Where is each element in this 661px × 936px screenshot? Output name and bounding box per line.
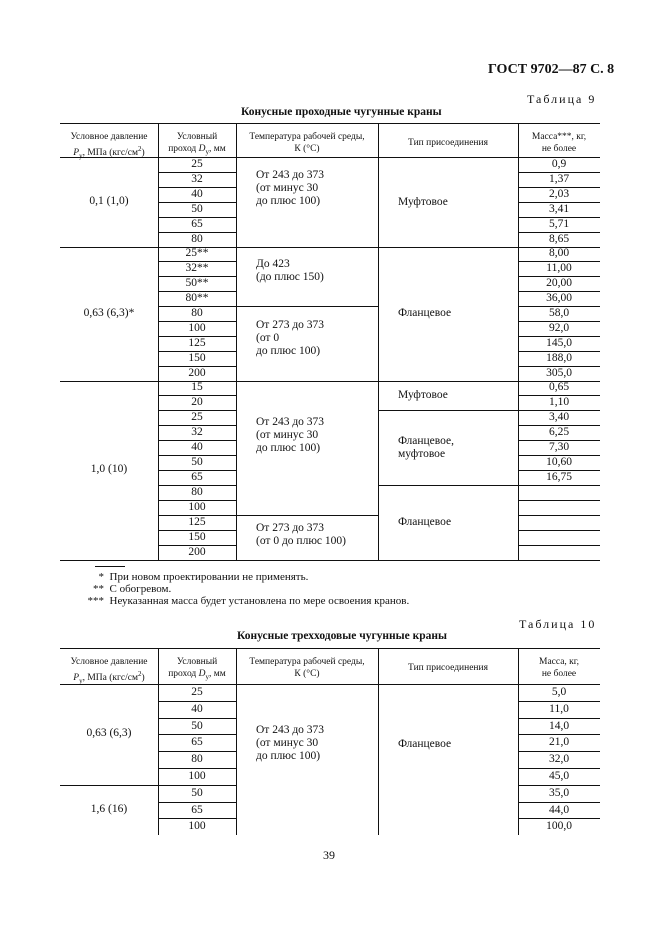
rule-line <box>518 785 600 786</box>
rule-line <box>518 818 600 819</box>
rule-line <box>158 751 236 752</box>
bore-value: 50 <box>191 786 203 799</box>
mass-value: 45,0 <box>548 770 570 782</box>
bore-value: 100 <box>188 501 206 513</box>
pressure-value: 0,1 (1,0) <box>89 195 129 207</box>
pressure-value: 1,0 (10) <box>90 463 128 475</box>
rule-line <box>518 751 600 752</box>
rule-line <box>518 768 600 769</box>
bore-value: 125 <box>188 337 206 349</box>
connection-type: Фланцевое <box>398 516 452 528</box>
bore-value: 100 <box>188 820 206 833</box>
mass-value: 305,0 <box>546 367 572 379</box>
rule-line <box>236 684 237 835</box>
bore-value: 80 <box>191 486 203 498</box>
connection-type: Фланцевое, муфтовое <box>398 434 454 460</box>
mass-value: 0,65 <box>548 381 570 393</box>
temperature-range: От 243 до 373 (от минус 30 до плюс 100) <box>256 724 325 762</box>
rule-line <box>158 802 236 803</box>
mass-value: 8,00 <box>548 247 570 259</box>
rule-line <box>158 785 236 786</box>
mass-value: 3,40 <box>548 411 570 423</box>
rule-line <box>158 123 159 157</box>
rule-line <box>518 157 519 247</box>
rule-line <box>518 485 600 486</box>
rule-line <box>378 246 379 381</box>
mass-value: 6,25 <box>548 426 570 438</box>
rule-line <box>518 530 600 531</box>
mass-value: 11,00 <box>546 262 572 274</box>
mass-value: 21,0 <box>548 736 570 749</box>
rule-line <box>60 123 600 124</box>
table-title: Конусные трехходовые чугунные краны <box>237 630 448 642</box>
pressure-value: 1,6 (16) <box>90 803 128 815</box>
column-header-mass: Масса***, кг, не более <box>531 132 587 154</box>
rule-line <box>158 734 236 735</box>
rule-line <box>158 718 236 719</box>
bore-value: 40 <box>191 702 203 715</box>
rule-line <box>158 818 236 819</box>
column-header-bore: Условный проход $D_у$, мм <box>168 657 226 681</box>
bore-value: 50 <box>191 456 203 468</box>
page-number: 39 <box>323 848 335 862</box>
bore-value: 80 <box>191 307 203 319</box>
footnote: ** С обогревом. <box>93 583 172 595</box>
rule-line <box>518 246 519 381</box>
mass-value: 16,75 <box>546 471 572 483</box>
temperature-range: До 423 (до плюс 150) <box>256 258 324 283</box>
rule-line <box>518 500 600 501</box>
rule-line <box>518 802 600 803</box>
mass-value: 0,9 <box>551 158 567 170</box>
rule-line <box>158 684 159 835</box>
rule-line <box>236 648 237 684</box>
bore-value: 100 <box>188 322 206 334</box>
bore-value: 100 <box>188 770 206 782</box>
rule-line <box>518 380 519 560</box>
connection-type: Фланцевое <box>398 738 452 750</box>
bore-value: 25 <box>191 411 203 423</box>
temperature-range: От 243 до 373 (от минус 30 до плюс 100) <box>256 169 325 207</box>
rule-line <box>236 306 378 307</box>
mass-value: 2,03 <box>548 188 570 200</box>
mass-value: 8,65 <box>548 233 570 245</box>
table-caption: Таблица 10 <box>519 617 597 631</box>
bore-value: 32** <box>185 262 209 274</box>
rule-line <box>378 648 379 684</box>
bore-value: 80** <box>185 292 209 304</box>
page-header: ГОСТ 9702—87 С. 8 <box>488 62 615 77</box>
rule-line <box>378 485 518 486</box>
rule-line <box>518 545 600 546</box>
mass-value: 1,10 <box>548 396 570 408</box>
bore-value: 25** <box>185 247 209 259</box>
rule-line <box>518 684 519 835</box>
rule-line <box>236 123 237 157</box>
bore-value: 40 <box>191 188 203 200</box>
column-header-bore: Условный проход $D_у$, мм <box>168 132 226 156</box>
rule-line <box>158 157 159 247</box>
temperature-range: От 273 до 373 (от 0 до плюс 100) <box>256 522 346 547</box>
column-header-temp: Температура рабочей среды, К (°С) <box>249 657 365 679</box>
rule-line <box>378 123 379 157</box>
rule-line <box>378 157 379 247</box>
mass-value: 5,71 <box>548 218 570 230</box>
mass-value: 35,0 <box>548 786 570 799</box>
bore-value: 32 <box>191 426 203 438</box>
rule-line <box>158 648 159 684</box>
mass-value: 7,30 <box>548 441 570 453</box>
mass-value: 92,0 <box>548 322 570 334</box>
bore-value: 50 <box>191 203 203 215</box>
connection-type: Муфтовое <box>398 195 448 208</box>
mass-value: 10,60 <box>546 456 572 468</box>
bore-value: 65 <box>191 218 203 230</box>
bore-value: 25 <box>191 686 203 698</box>
footnote: *** Неуказанная масса будет установлена по мере освоения кранов. <box>87 595 410 607</box>
bore-value: 80 <box>191 753 203 766</box>
bore-value: 50** <box>185 277 209 289</box>
bore-value: 65 <box>191 471 203 483</box>
rule-line <box>60 560 600 561</box>
rule-line <box>518 718 600 719</box>
rule-line <box>158 246 159 381</box>
mass-value: 145,0 <box>546 337 572 349</box>
bore-value: 150 <box>188 531 206 543</box>
mass-value: 1,37 <box>548 173 570 185</box>
column-header-temp: Температура рабочей среды, К (°С) <box>249 132 365 154</box>
bore-value: 40 <box>191 441 203 453</box>
connection-type: Фланцевое <box>398 307 452 319</box>
rule-line <box>518 701 600 702</box>
pressure-value: 0,63 (6,3)* <box>83 306 135 319</box>
mass-value: 36,00 <box>546 292 572 304</box>
pressure-value: 0,63 (6,3) <box>86 727 132 740</box>
rule-line <box>518 734 600 735</box>
mass-value: 3,41 <box>548 203 570 215</box>
mass-value: 32,0 <box>548 753 570 766</box>
column-header-mass: Масса, кг, не более <box>539 657 579 679</box>
bore-value: 200 <box>188 546 206 558</box>
bore-value: 125 <box>188 516 206 528</box>
column-header-pressure: Условное давление $P_у$, МПа $(кгс/см^2)$ <box>70 132 148 161</box>
bore-value: 65 <box>191 736 203 749</box>
bore-value: 15 <box>191 381 203 393</box>
rule-line <box>158 768 236 769</box>
bore-value: 50 <box>191 719 203 732</box>
column-header-connection: Тип присоединения <box>408 663 488 673</box>
rule-line <box>158 380 159 560</box>
rule-line <box>158 701 236 702</box>
mass-value: 100,0 <box>546 820 572 833</box>
rule-line <box>518 648 519 684</box>
footnote: * При новом проектировании не применять. <box>98 571 309 583</box>
bore-value: 200 <box>188 367 206 379</box>
bore-value: 32 <box>191 173 203 185</box>
bore-value: 25 <box>191 158 203 170</box>
rule-line <box>236 515 378 516</box>
column-header-pressure: Условное давление $P_у$, МПа $(кгс/см^2)$ <box>70 657 148 686</box>
rule-line <box>236 380 237 560</box>
connection-type: Муфтовое <box>398 388 448 401</box>
mass-value: 14,0 <box>548 719 570 732</box>
mass-value: 11,0 <box>549 702 569 715</box>
temperature-range: От 273 до 373 (от 0 до плюс 100) <box>256 319 325 357</box>
rule-line <box>60 648 600 649</box>
bore-value: 80 <box>191 233 203 245</box>
rule-line <box>378 410 518 411</box>
bore-value: 150 <box>188 352 206 364</box>
rule-line <box>236 246 237 381</box>
rule-line <box>518 515 600 516</box>
mass-value: 20,00 <box>546 277 572 289</box>
rule-line <box>378 684 379 835</box>
temperature-range: От 243 до 373 (от минус 30 до плюс 100) <box>256 416 325 454</box>
table-title: Конусные проходные чугунные краны <box>241 106 442 118</box>
bore-value: 65 <box>191 803 203 816</box>
mass-value: 188,0 <box>546 352 572 364</box>
mass-value: 58,0 <box>548 307 570 319</box>
bore-value: 20 <box>191 396 203 408</box>
rule-line <box>518 123 519 157</box>
rule-line <box>95 566 125 567</box>
table-caption: Таблица 9 <box>527 92 597 106</box>
mass-value: 44,0 <box>548 803 570 816</box>
rule-line <box>236 157 237 247</box>
column-header-connection: Тип присоединения <box>408 138 488 148</box>
mass-value: 5,0 <box>551 686 567 698</box>
rule-line <box>378 380 379 560</box>
rule-line <box>60 785 158 786</box>
